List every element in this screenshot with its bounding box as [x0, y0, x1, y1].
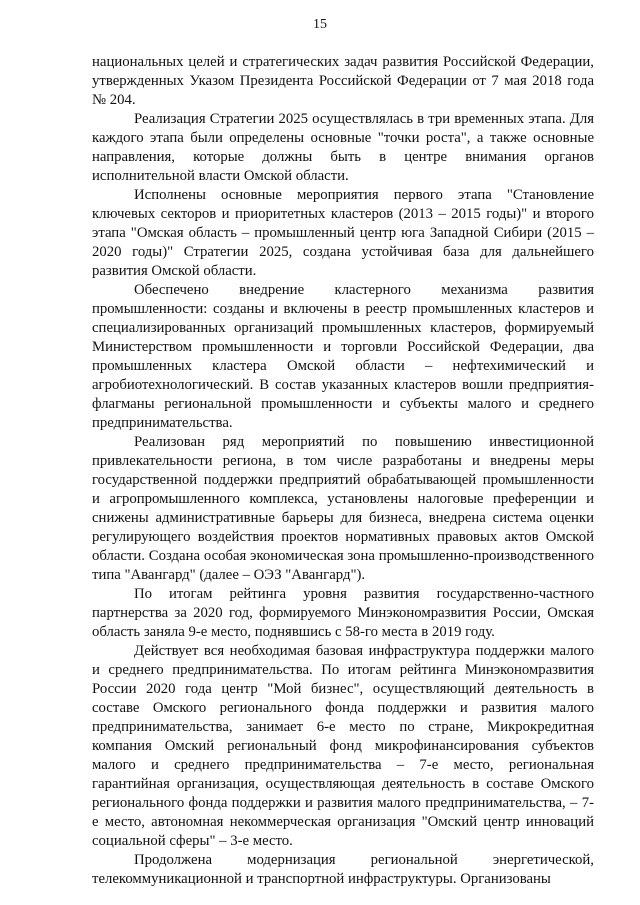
paragraph-investment-attractiveness: Реализован ряд мероприятий по повышению инвестиционной привлекательности региона, в том числе разработаны и внедрены меры государственной поддержки предприятий обрабатывающей промышленности и агропромышленного комплекса, установлены налоговые преференции и снижены административные барьеры для бизнеса, внедрена система оценки регулирующего воздействия проектов нормативных правовых актов Омской области. Создана особая экономическая зона промышленно-производственного типа "Авангард" (далее – ОЭЗ "Авангард"). — [92, 434, 594, 583]
paragraph-stage-measures: Исполнены основные мероприятия первого этапа "Становление ключевых секторов и приоритетных кластеров (2013 – 2015 годы)" и второго этапа "Омская область – промышленный центр юга Западной Сибири (2015 – 2020 годы)" Стратегии 2025, создана устойчивая база для дальнейшего развития Омской области. — [92, 187, 594, 279]
paragraph-sme-infrastructure: Действует вся необходимая базовая инфраструктура поддержки малого и среднего предпринимательства. По итогам рейтинга Минэкономразвития России 2020 года центр "Мой бизнес", осуществляющий деятельность в составе Омского регионального фонда поддержки и развития малого предпринимательства, занимает 6-е место по стране, Микрокредитная компания Омский региональный фонд микрофинансирования субъектов малого и среднего предпринимательства – 7-е место, региональная гарантийная организация, осуществляющая деятельность в составе Омского регионального фонда поддержки и развития малого предпринимательства, – 7-е место, автономная некоммерческая организация "Омский центр инноваций социальной сферы" – 3-е место. — [92, 643, 594, 849]
paragraph-continuation: национальных целей и стратегических задач развития Российской Федерации, утвержденных Указом Президента Российской Федерации от 7 мая 2018 года № 204. — [92, 54, 594, 108]
page-number: 15 — [313, 17, 327, 32]
paragraph-ppp-rating: По итогам рейтинга уровня развития государственно-частного партнерства за 2020 год, формируемого Минэкономразвития России, Омская область заняла 9-е место, поднявшись с 58-го места в 2019 году. — [92, 586, 594, 640]
paragraph-strategy-stages: Реализация Стратегии 2025 осуществлялась в три временных этапа. Для каждого этапа были определены основные "точки роста", а также основные направления, которые должны быть в центре внимания органов исполнительной власти Омской области. — [92, 111, 594, 184]
paragraph-cluster-mechanism: Обеспечено внедрение кластерного механизма развития промышленности: созданы и включены в реестр промышленных кластеров и специализированных организаций промышленных кластеров, формируемый Министерством промышленности и торговли Российской Федерации, два промышленных кластера Омской области – нефтехимический и агробиотехнологический. В состав указанных кластеров вошли предприятия-флагманы региональной промышленности и субъекты малого и среднего предпринимательства. — [92, 282, 594, 431]
paragraph-infrastructure-modernization: Продолжена модернизация региональной энергетической, телекоммуникационной и транспортной инфраструктуры. Организованы — [92, 852, 594, 887]
document-body — [92, 53, 594, 889]
